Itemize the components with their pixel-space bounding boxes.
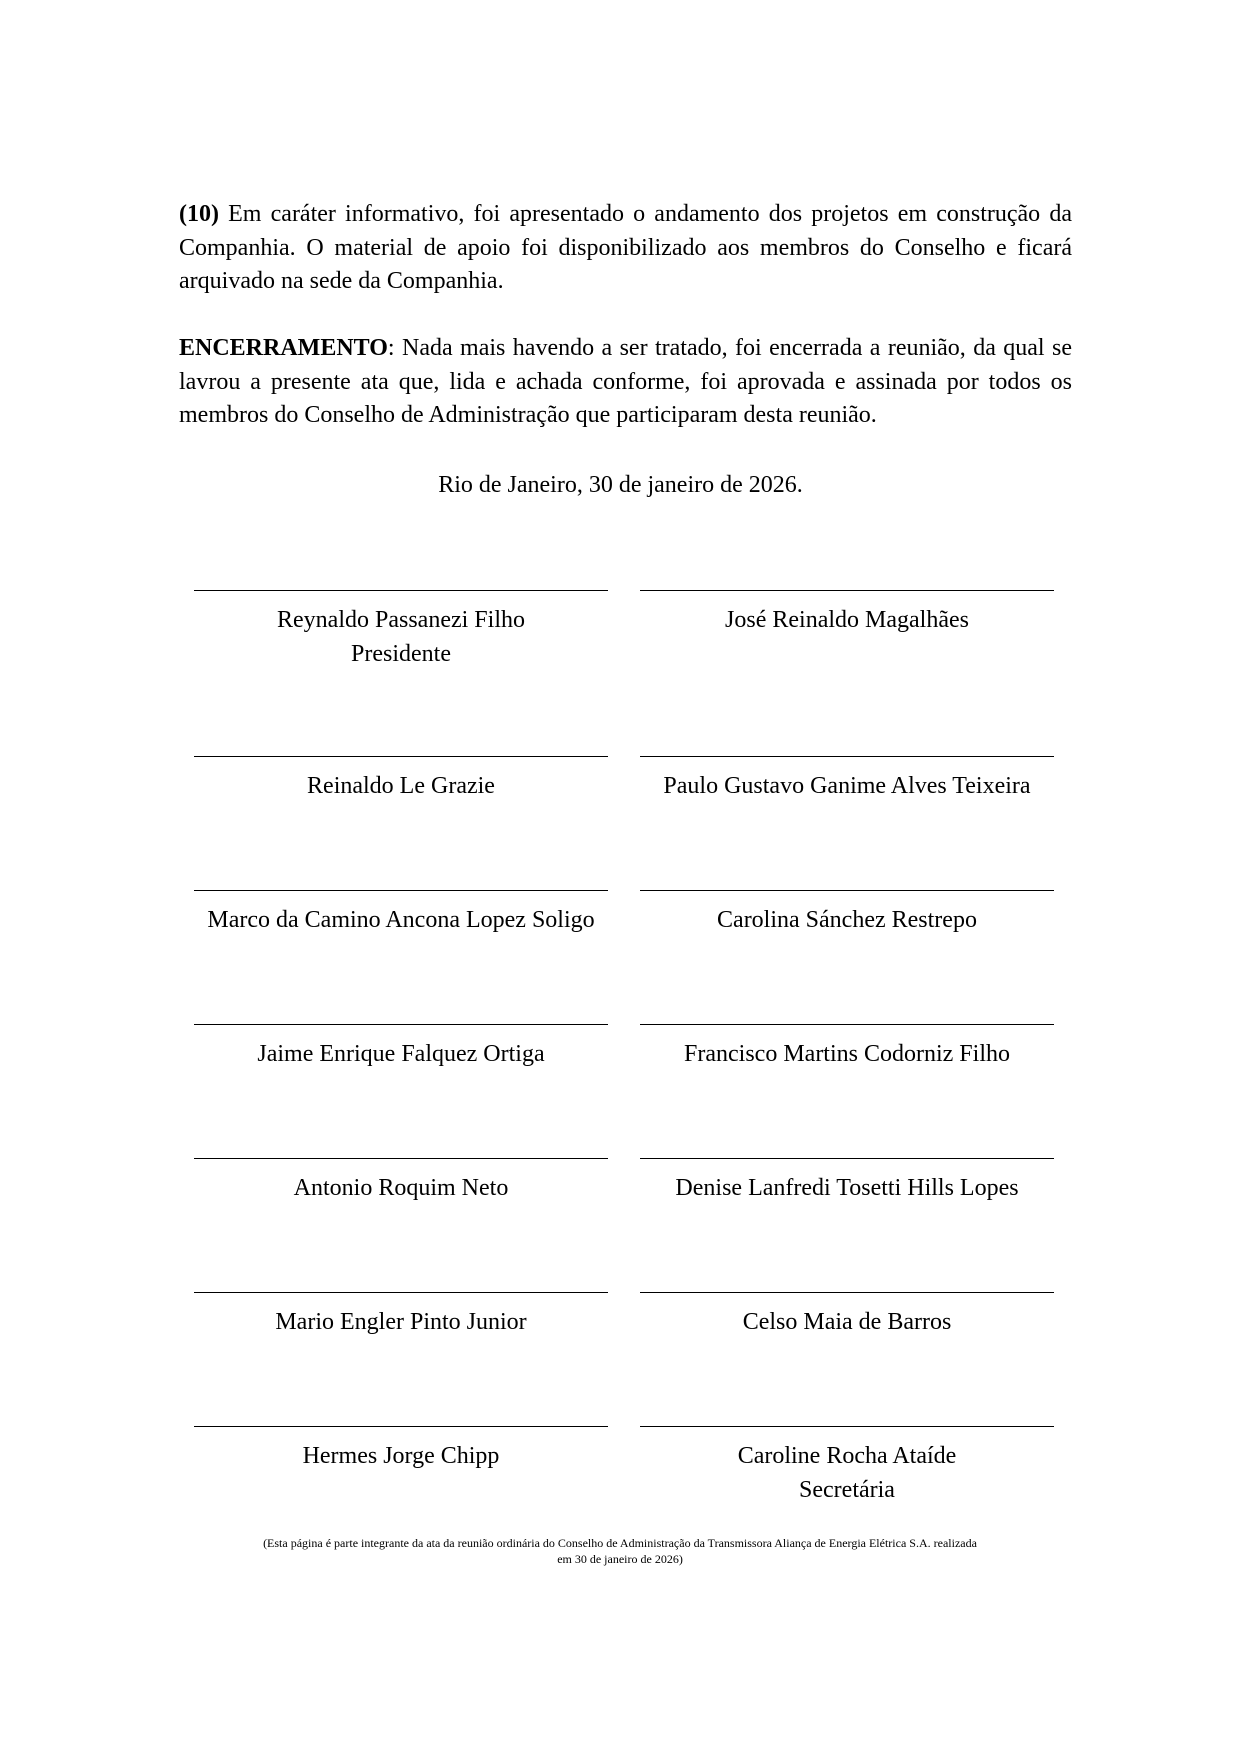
footer-line: (Esta página é parte integrante da ata da reunião ordinária do Conselho de Administração da Transmissora Aliança de Energia Elétrica S.A. realizada xyxy=(263,1536,977,1550)
paragraph-item-10 xyxy=(179,198,1072,299)
signature-block xyxy=(171,1024,631,1072)
signatory-name: Denise Lanfredi Tosetti Hills Lopes xyxy=(675,1175,1019,1201)
date-line: Rio de Janeiro, 30 de janeiro de 2026. xyxy=(438,472,803,498)
signature-block xyxy=(171,1158,631,1206)
signature-block xyxy=(171,1292,631,1340)
signature-block xyxy=(617,756,1077,804)
signature-line xyxy=(194,1292,608,1293)
signatory-name: Caroline Rocha Ataíde xyxy=(737,1443,957,1469)
signatory-name: Hermes Jorge Chipp xyxy=(302,1443,500,1469)
signature-line xyxy=(640,1158,1054,1159)
signatory-role: Secretária xyxy=(799,1476,895,1503)
signature-block xyxy=(171,890,631,938)
signatory-name: Reinaldo Le Grazie xyxy=(307,773,495,799)
signature-block xyxy=(617,1158,1077,1206)
signature-line xyxy=(640,1426,1054,1427)
item-text: Em caráter informativo, foi apresentado o andamento dos projetos em construção da Companhia. O material de apoio foi disponibilizado aos membros do Conselho e ficará arquivado na sede da Companhia. xyxy=(179,201,1072,294)
item-number: (10) xyxy=(179,201,219,227)
signatory-name: Paulo Gustavo Ganime Alves Teixeira xyxy=(663,773,1031,799)
signature-block xyxy=(171,1426,631,1474)
signatory-name: Mario Engler Pinto Junior xyxy=(275,1309,527,1335)
closing-text: : Nada mais havendo a ser tratado, foi encerrada a reunião, da qual se lavrou a presente ata que, lida e achada conforme, foi aprovada e assinada por todos os membros do Conselho de Administração que participaram desta reunião. xyxy=(179,335,1072,428)
signature-line xyxy=(194,756,608,757)
signature-line xyxy=(194,590,608,591)
signatory-name: Carolina Sánchez Restrepo xyxy=(717,907,977,933)
signature-block xyxy=(171,756,631,804)
signature-line xyxy=(194,1024,608,1025)
signature-line xyxy=(194,890,608,891)
signature-block xyxy=(171,590,631,671)
signature-line xyxy=(640,590,1054,591)
signature-block xyxy=(617,1024,1077,1072)
signatory-name: José Reinaldo Magalhães xyxy=(725,607,969,633)
closing-heading: ENCERRAMENTO xyxy=(179,335,388,361)
signature-block xyxy=(617,1426,1077,1507)
signatory-name: Celso Maia de Barros xyxy=(742,1309,952,1335)
signature-line xyxy=(640,890,1054,891)
closing-paragraph xyxy=(179,332,1072,433)
signatory-name: Marco da Camino Ancona Lopez Soligo xyxy=(207,907,595,933)
signature-line xyxy=(640,756,1054,757)
signatory-name: Antonio Roquim Neto xyxy=(293,1175,509,1201)
signature-block xyxy=(617,1292,1077,1340)
signatory-name: Francisco Martins Codorniz Filho xyxy=(684,1041,1010,1067)
signature-line xyxy=(640,1024,1054,1025)
signature-block xyxy=(617,590,1077,638)
signature-line xyxy=(194,1426,608,1427)
signatory-name: Reynaldo Passanezi Filho xyxy=(277,607,525,633)
signatory-name: Jaime Enrique Falquez Ortiga xyxy=(257,1041,545,1067)
signature-block xyxy=(617,890,1077,938)
signature-line xyxy=(194,1158,608,1159)
signatory-role: Presidente xyxy=(351,640,451,667)
signature-line xyxy=(640,1292,1054,1293)
footer-line: em 30 de janeiro de 2026) xyxy=(557,1552,683,1566)
page-footer-note xyxy=(170,1535,1070,1567)
